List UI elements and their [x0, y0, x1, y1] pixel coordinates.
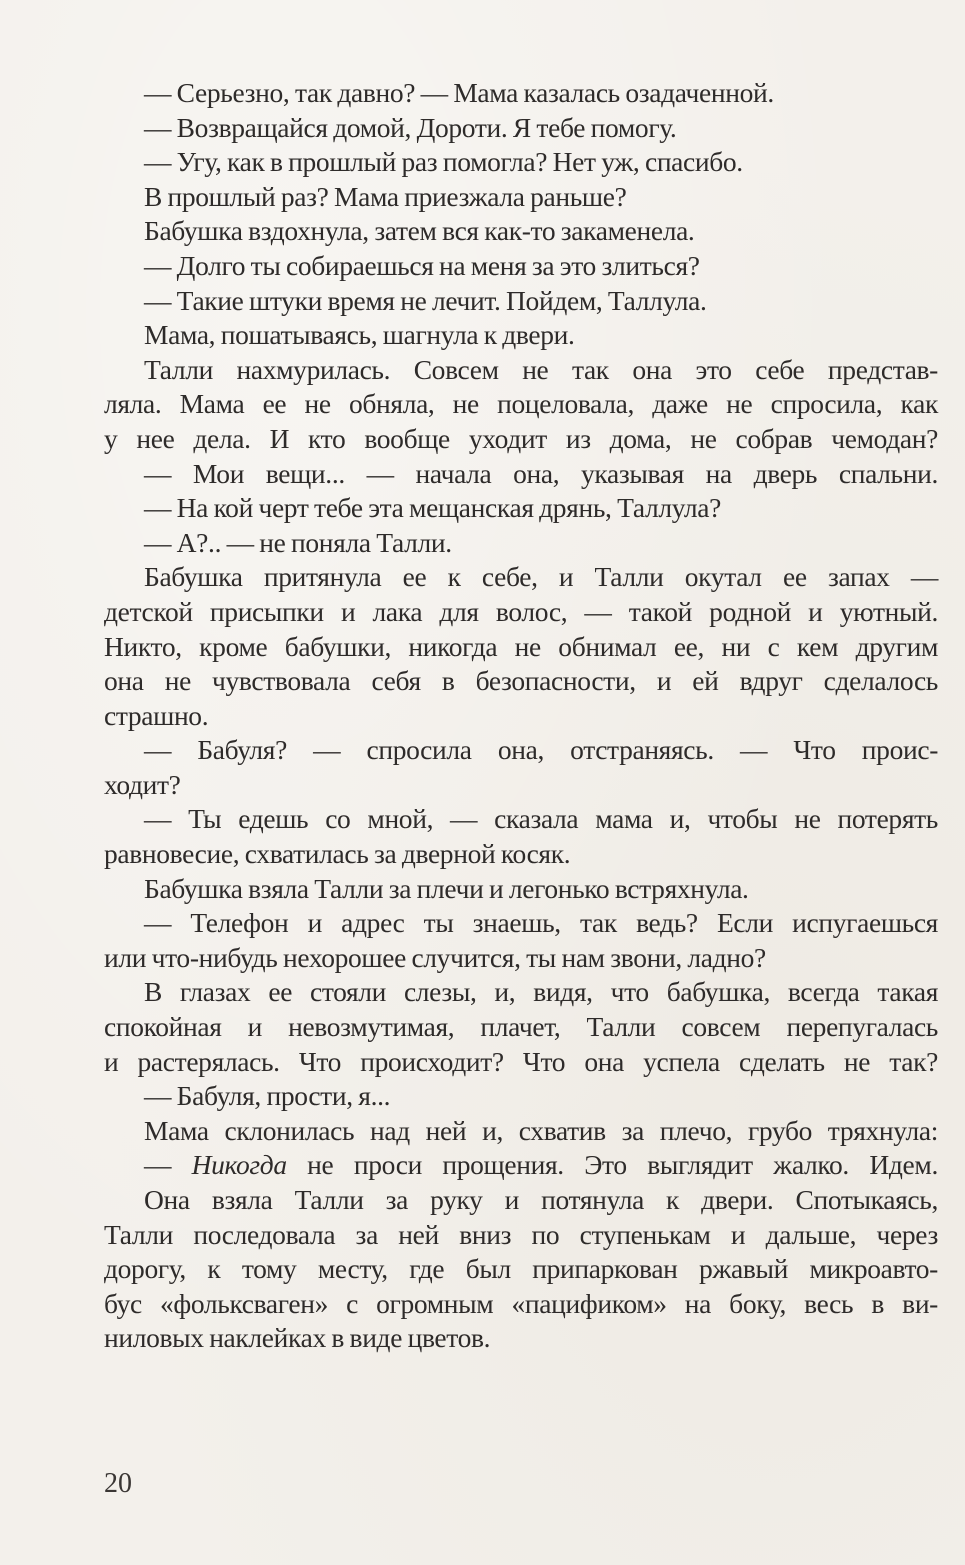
text-line: у нее дела. И кто вообще уходит из дома, не собрав чемодан? — [104, 422, 938, 454]
text-line: Бабушка вздохнула, затем вся как-то закаменела. — [144, 215, 695, 247]
text-line: В прошлый раз? Мама приезжала раньше? — [144, 180, 627, 212]
text-line: Мама, пошатываясь, шагнула к двери. — [144, 319, 575, 351]
emphasis-text: Никогда — [191, 1149, 287, 1181]
line-text: не проси прощения. Это выглядит жалко. Идем. — [286, 1149, 938, 1181]
text-line: В глазах ее стояли слезы, и, видя, что бабушка, всегда такая — [144, 976, 938, 1008]
text-line: — Угу, как в прошлый раз помогла? Нет уж, спасибо. — [144, 146, 743, 178]
page-number: 20 — [104, 1468, 132, 1499]
text-line: ниловых наклейках в виде цветов. — [104, 1322, 491, 1354]
text-line: — Возвращайся домой, Дороти. Я тебе помогу. — [144, 111, 677, 143]
text-line: — Телефон и адрес ты знаешь, так ведь? Если испугаешься — [144, 907, 938, 939]
text-line: Бабушка взяла Талли за плечи и легонько встряхнула. — [144, 872, 749, 904]
text-line: — Такие штуки время не лечит. Пойдем, Таллула. — [144, 284, 707, 316]
text-line: Она взяла Талли за руку и потянула к двери. Спотыкаясь, — [144, 1184, 938, 1215]
text-line: бус «фольксваген» с огромным «пацификом» на боку, весь в ви- — [104, 1287, 938, 1319]
line-prefix: — — [144, 1149, 192, 1181]
text-line: — Мои вещи... — начала она, указывая на дверь спальни. — [144, 457, 938, 489]
text-line: или что-нибудь нехорошее случится, ты нам звони, ладно? — [104, 941, 766, 973]
text-line: Талли последовала за ней вниз по ступенькам и дальше, через — [104, 1218, 938, 1250]
text-line: — Серьезно, так давно? — Мама казалась озадаченной. — [144, 77, 774, 108]
text-line — [104, 1148, 938, 1183]
text-line: — Бабуля, прости, я... — [144, 1080, 391, 1112]
text-line: дорогу, к тому месту, где был припаркован ржавый микроавто- — [104, 1253, 938, 1285]
text-line: равновесие, схватилась за дверной косяк. — [104, 838, 571, 870]
text-line: страшно. — [104, 699, 209, 731]
text-line: Никто, кроме бабушки, никогда не обнимал ее, ни с кем другим — [104, 630, 938, 662]
text-line: — Долго ты собираешься на меня за это злиться? — [144, 249, 700, 281]
text-line: — Бабуля? — спросила она, отстраняясь. — Что проис- — [144, 734, 938, 766]
page-body-text — [104, 76, 938, 1356]
text-line: Талли нахмурилась. Совсем не так она это себе представ- — [144, 353, 938, 385]
text-line: — Ты едешь со мной, — сказала мама и, чтобы не потерять — [144, 803, 938, 835]
text-line: — На кой черт тебе эта мещанская дрянь, Таллула? — [144, 492, 721, 524]
text-line: спокойная и невозмутимая, плачет, Талли совсем перепугалась — [104, 1011, 938, 1043]
text-line: Бабушка притянула ее к себе, и Талли окутал ее запах — — [144, 561, 938, 593]
text-line: она не чувствовала себя в безопасности, и ей вдруг сделалось — [104, 665, 938, 697]
text-line: ляла. Мама ее не обняла, не поцеловала, даже не спросила, как — [104, 388, 938, 420]
text-line: детской присыпки и лака для волос, — такой родной и уютный. — [104, 595, 938, 627]
text-line: Мама склонилась над ней и, схватив за плечо, грубо тряхнула: — [144, 1114, 938, 1146]
text-line: и растерялась. Что происходит? Что она успела сделать не так? — [104, 1045, 938, 1077]
text-line: — А?.. — не поняла Талли. — [144, 526, 452, 558]
text-line: ходит? — [104, 768, 181, 800]
